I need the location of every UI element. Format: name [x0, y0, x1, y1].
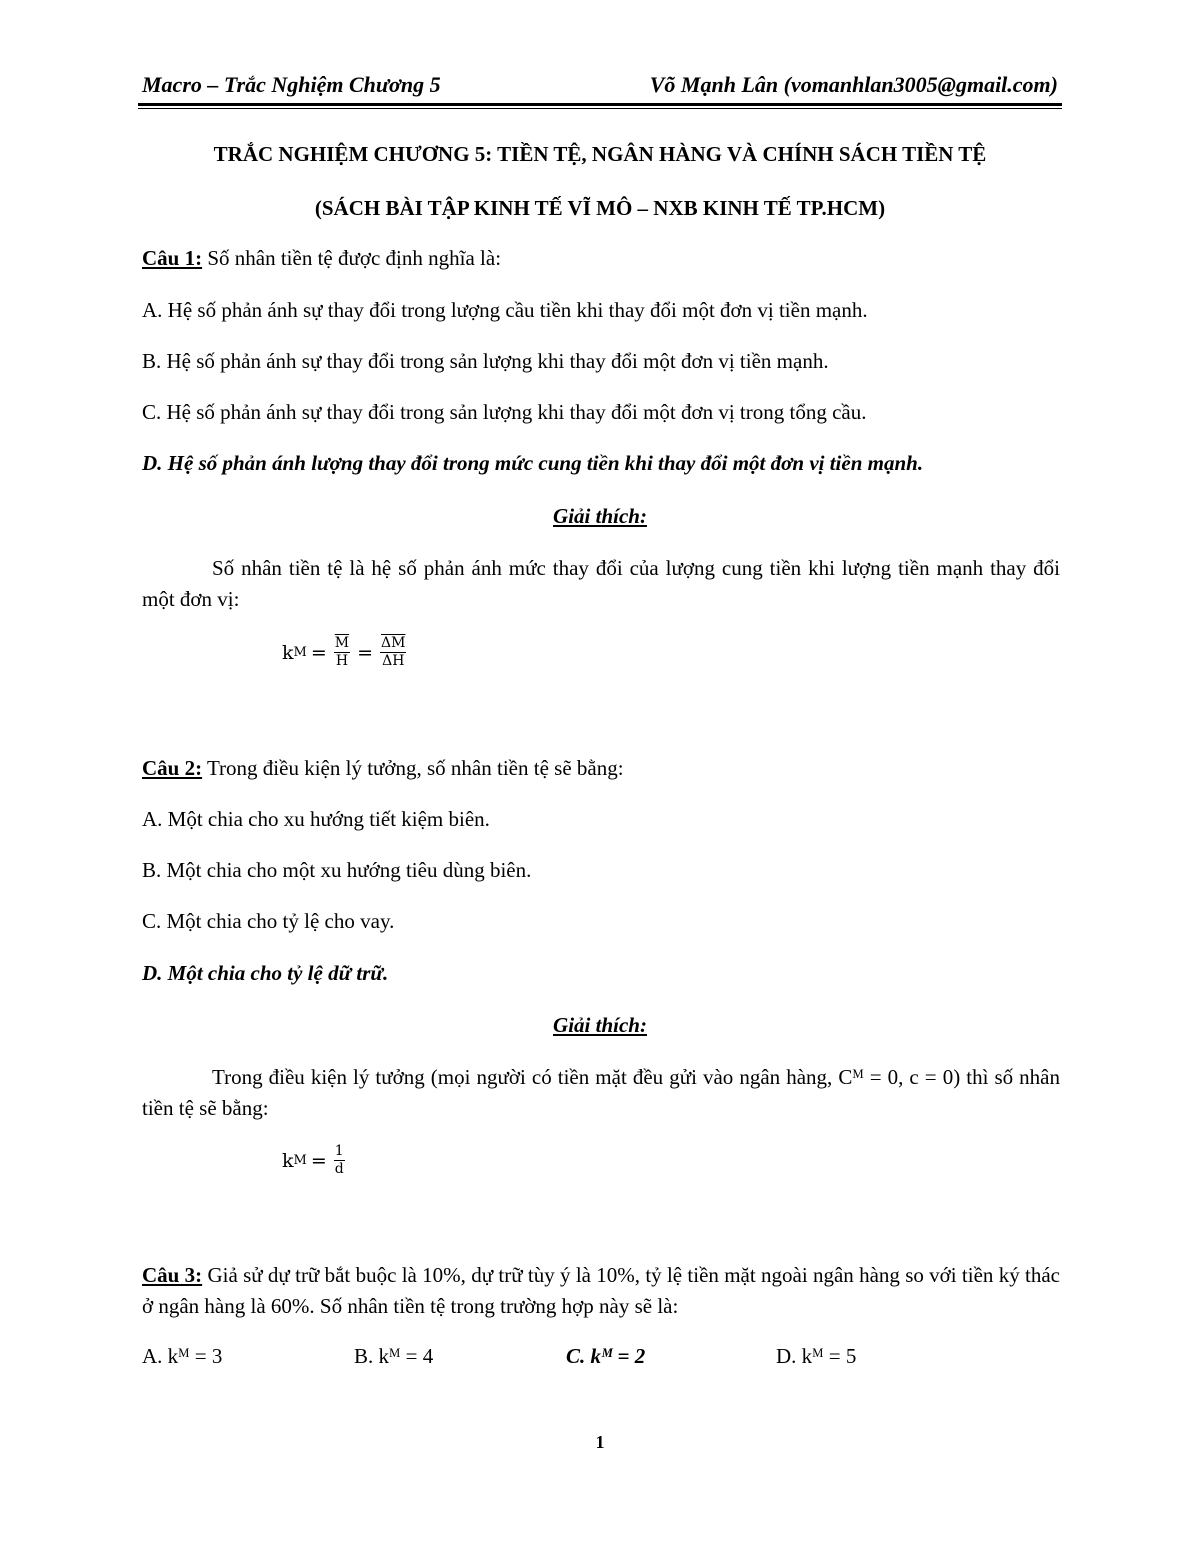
- fraction-numerator: $\overline{\Delta M}$: [381, 635, 406, 651]
- question-2-option-c: C. Một chia cho tỷ lệ cho vay.: [142, 909, 395, 933]
- fraction-denominator: d: [334, 1161, 344, 1177]
- question-3-option-c-correct: C. kᴹ = 2: [566, 1344, 646, 1368]
- question-1-option-b: B. Hệ số phản ánh sự thay đổi trong sản lượng khi thay đổi một đơn vị tiền mạnh.: [142, 349, 829, 373]
- document-subtitle: (SÁCH BÀI TẬP KINH TẾ VĨ MÔ – NXB KINH TẾ TP.HCM): [314, 196, 886, 220]
- formula-equals: =: [357, 641, 374, 664]
- question-3-option-d: D. kᴹ = 5: [776, 1344, 857, 1368]
- fraction-denominator: H: [335, 653, 349, 669]
- question-2-option-d-correct: D. Một chia cho tỷ lệ dữ trữ.: [142, 961, 389, 985]
- question-1-option-d-correct: D. Hệ số phản ánh lượng thay đổi trong mức cung tiền khi thay đổi một đơn vị tiền mạnh.: [142, 451, 924, 475]
- question-3-option-b: B. kᴹ = 4: [354, 1344, 434, 1368]
- header-rule-thick: [138, 103, 1062, 106]
- formula-fraction-1: [334, 1143, 345, 1178]
- formula-sup: M: [293, 1153, 307, 1168]
- question-label: Câu 2:: [142, 756, 203, 780]
- question-2: [142, 756, 624, 781]
- question-2-formula: [282, 1143, 348, 1178]
- question-3: [142, 1260, 1060, 1322]
- formula-lhs: k: [282, 641, 294, 664]
- document-title: TRẮC NGHIỆM CHƯƠNG 5: TIỀN TỆ, NGÂN HÀNG VÀ CHÍNH SÁCH TIỀN TỆ: [213, 142, 987, 166]
- question-2-explanation: Trong điều kiện lý tưởng (mọi người có tiền mặt đều gửi vào ngân hàng, Cᴹ = 0, c = 0) thì số nhân tiền tệ sẽ bằng:: [142, 1065, 1060, 1120]
- question-1: [142, 246, 501, 271]
- question-3-option-a: A. kᴹ = 3: [142, 1344, 223, 1368]
- question-2-explain-label: Giải thích:: [553, 1013, 647, 1037]
- question-1-explain-label: Giải thích:: [553, 504, 647, 528]
- question-1-option-a: A. Hệ số phản ánh sự thay đổi trong lượng cầu tiền khi thay đổi một đơn vị tiền mạnh.: [142, 298, 868, 322]
- header-left: Macro – Trắc Nghiệm Chương 5: [142, 72, 441, 97]
- question-text: Giả sử dự trữ bắt buộc là 10%, dự trữ tùy ý là 10%, tỷ lệ tiền mặt ngoài ngân hàng so với tiền ký thác ở ngân hàng là 60%. Số nhân tiền tệ trong trường hợp này sẽ là:: [142, 1263, 1060, 1318]
- formula-fraction-1: [334, 635, 350, 670]
- question-2-option-a: A. Một chia cho xu hướng tiết kiệm biên.: [142, 807, 490, 831]
- fraction-numerator: $\overline{M}$: [334, 635, 350, 651]
- question-1-formula: [282, 635, 409, 670]
- fraction-denominator: ΔH: [382, 653, 405, 669]
- header-right: Võ Mạnh Lân (vomanhlan3005@gmail.com): [649, 72, 1058, 97]
- question-label: Câu 1:: [142, 246, 203, 270]
- formula-fraction-2: [380, 635, 406, 670]
- page-number: 1: [595, 1432, 605, 1452]
- formula-equals: =: [310, 1149, 327, 1172]
- fraction-numerator: 1: [334, 1143, 344, 1159]
- question-2-option-b: B. Một chia cho một xu hướng tiêu dùng biên.: [142, 858, 532, 882]
- question-text: Số nhân tiền tệ được định nghĩa là:: [202, 246, 502, 270]
- header-rule-thin: [138, 108, 1062, 109]
- formula-lhs: k: [282, 1149, 294, 1172]
- question-1-explanation: Số nhân tiền tệ là hệ số phản ánh mức thay đổi của lượng cung tiền khi lượng tiền mạnh thay đổi một đơn vị:: [142, 556, 1060, 611]
- question-label: Câu 3:: [142, 1263, 203, 1287]
- question-1-option-c: C. Hệ số phản ánh sự thay đổi trong sản lượng khi thay đổi một đơn vị trong tổng cầu.: [142, 400, 867, 424]
- question-text: Trong điều kiện lý tưởng, số nhân tiền tệ sẽ bằng:: [202, 756, 624, 780]
- formula-sup: M: [293, 645, 307, 660]
- formula-equals: =: [310, 641, 327, 664]
